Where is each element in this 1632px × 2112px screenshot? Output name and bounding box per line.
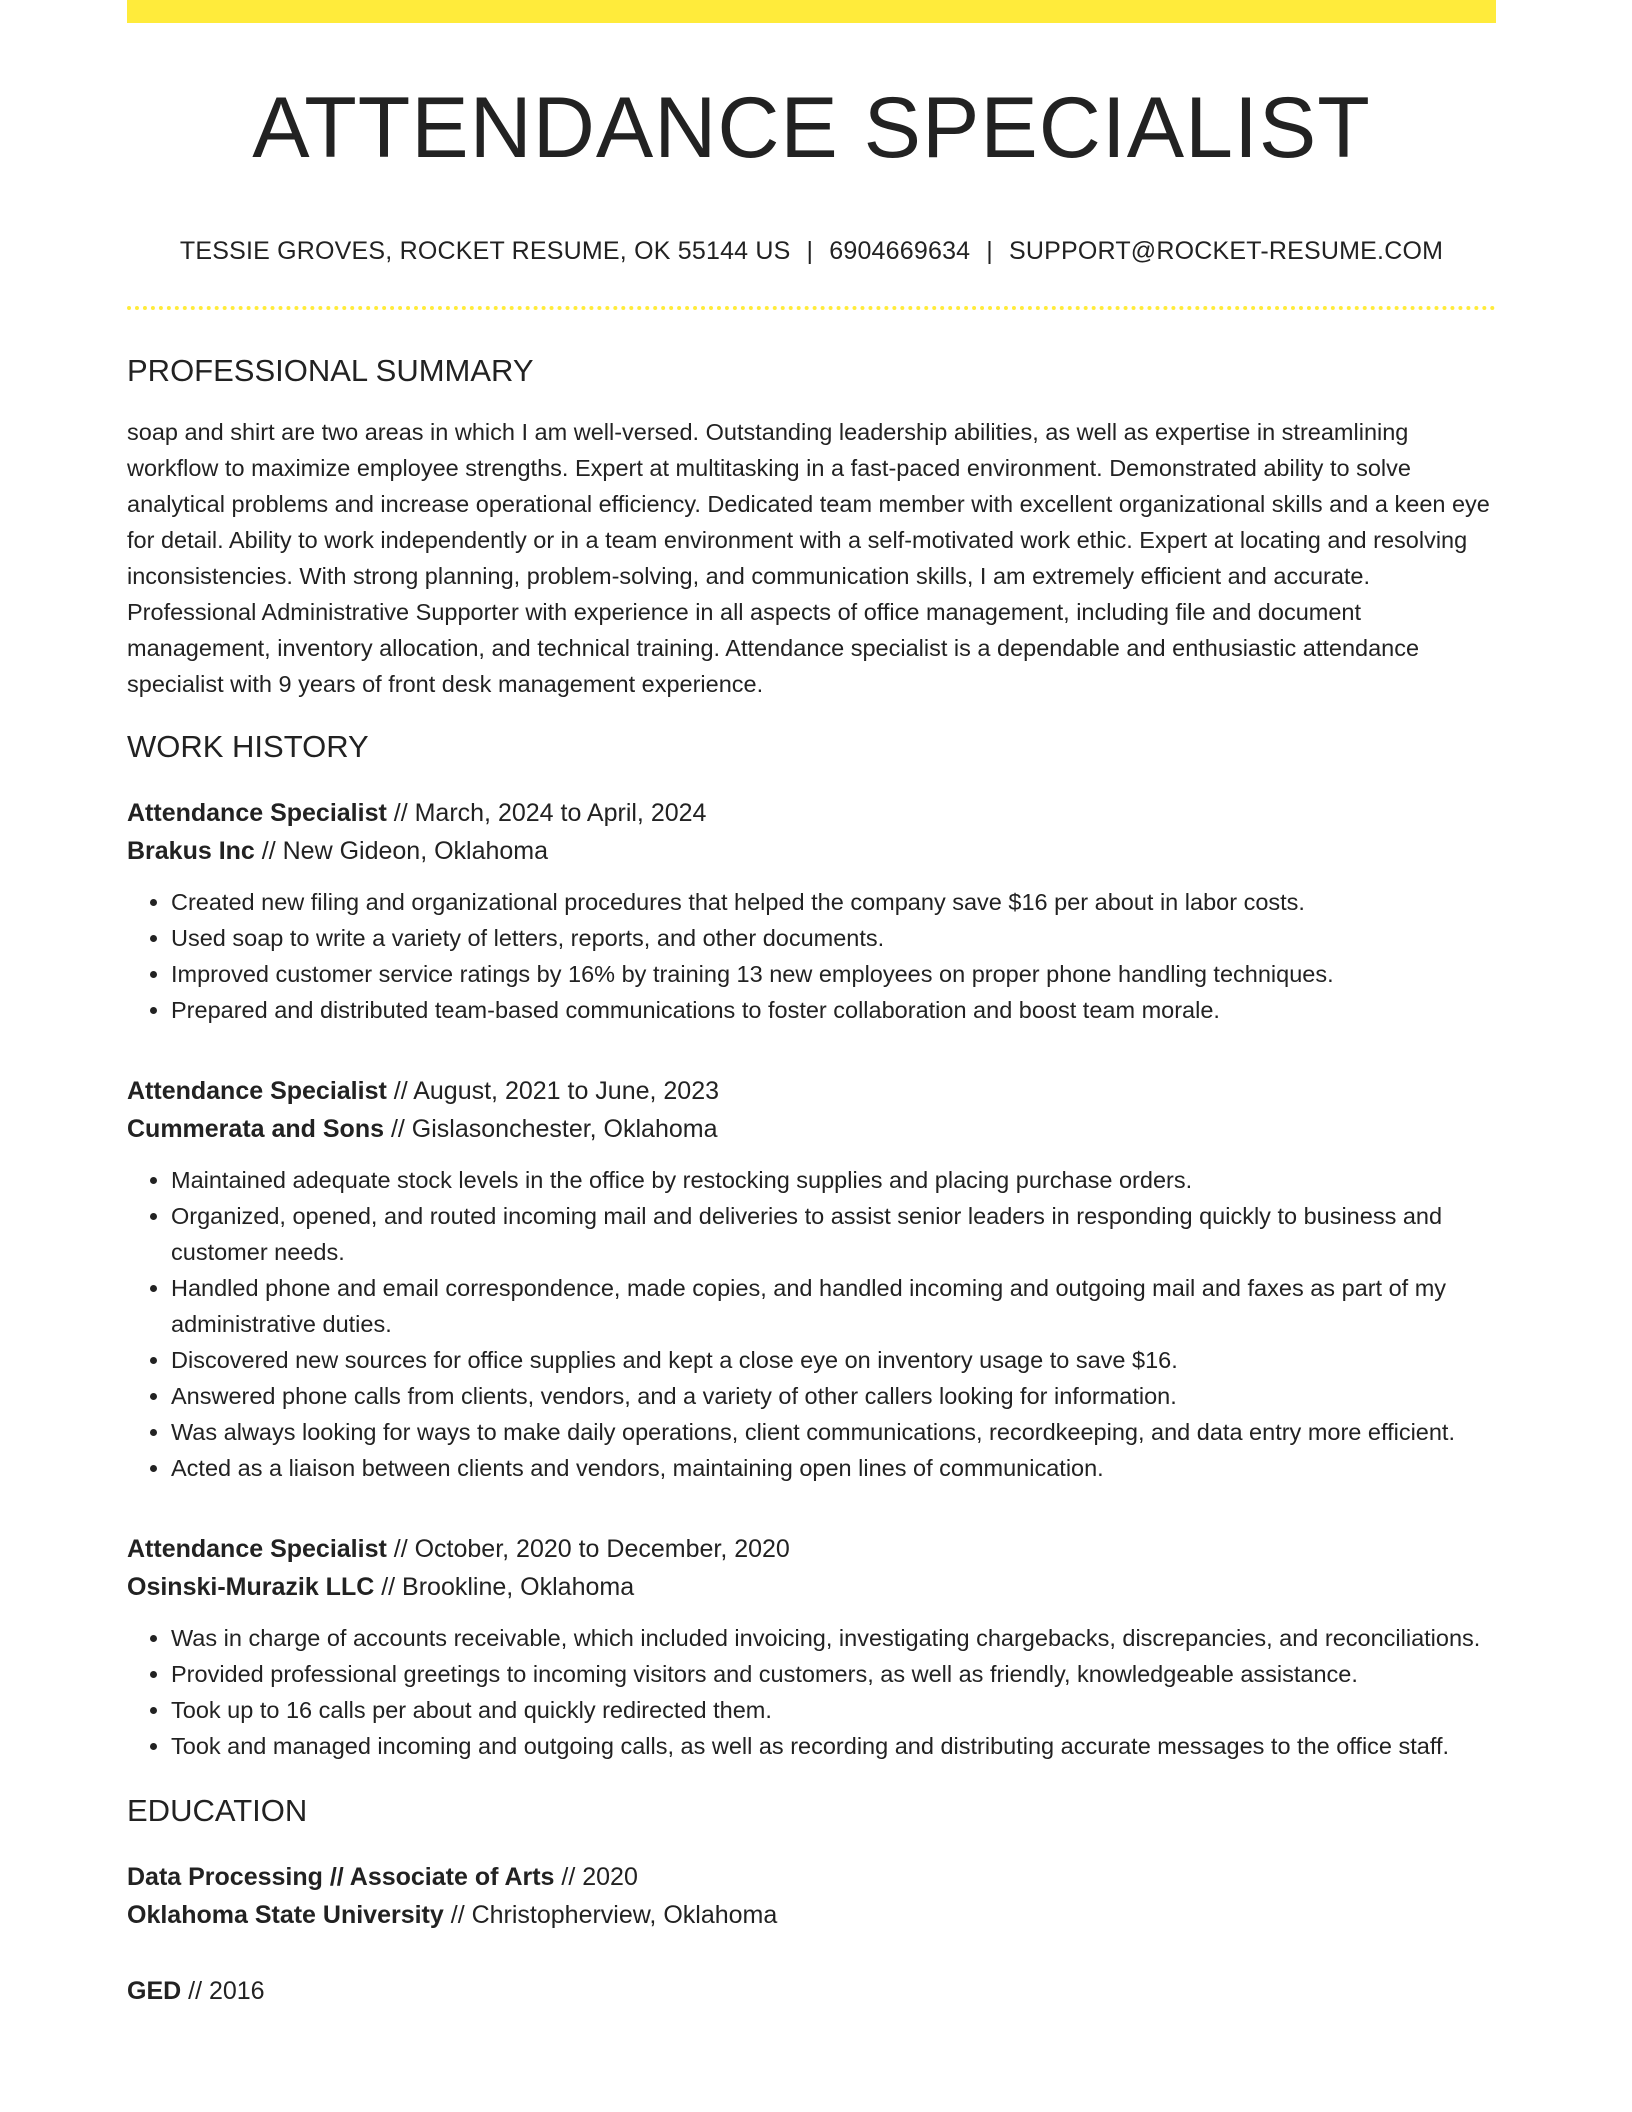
- job-dates: // October, 2020 to December, 2020: [386, 1535, 790, 1564]
- job-company: Brakus Inc: [127, 837, 255, 866]
- job-location: // Brookline, Oklahoma: [374, 1573, 635, 1602]
- degree: Data Processing // Associate of Arts: [127, 1862, 555, 1891]
- summary-text: soap and shirt are two areas in which I am well-versed. Outstanding leadership abilities, as well as expertise in streamlining workflow to maximize employee strengths. Expert at multitasking in a fast-paced environment. Demonstrated ability to solve analytical problems and increase operational efficiency. Dedicated team member with excellent organizational skills and a keen eye for detail. Ability to work independently or in a team environment with a self-motivated work ethic. Expert at locating and resolving inconsistencies. With strong planning, problem-solving, and communication skills, I am extremely efficient and accurate. Professional Administrative Supporter with experience in all aspects of office management, including file and document management, inventory allocation, and technical training. Attendance specialist is a dependable and enthusiastic attendance specialist with 9 years of front desk management experience.: [127, 419, 1490, 698]
- school-line: [127, 1896, 1496, 1934]
- degree-line: [127, 1858, 1496, 1896]
- job-bullets: [127, 884, 1496, 1028]
- contact-separator: |: [986, 237, 993, 265]
- job-dates: // March, 2024 to April, 2024: [386, 799, 707, 828]
- job-title-line: [127, 1530, 1496, 1568]
- job-location: // New Gideon, Oklahoma: [254, 837, 549, 866]
- job-entry: [127, 1530, 1496, 1764]
- contact-phone[interactable]: 6904669634: [829, 237, 971, 265]
- education-heading: EDUCATION: [127, 1793, 308, 1829]
- degree-year: // 2016: [181, 1976, 265, 2005]
- dotted-divider: [127, 306, 1496, 310]
- degree-line: [127, 1972, 1496, 2010]
- list-item: • Organized, opened, and routed incoming mail and deliveries to assist senior leaders in responding quickly to business and customer needs.: [171, 1198, 1496, 1270]
- list-item: • Provided professional greetings to incoming visitors and customers, as well as friendly, knowledgeable assistance.: [171, 1656, 1496, 1692]
- contact-email[interactable]: SUPPORT@ROCKET-RESUME.COM: [1009, 237, 1444, 265]
- list-item: • Took up to 16 calls per about and quickly redirected them.: [171, 1692, 1496, 1728]
- degree: GED: [127, 1976, 182, 2005]
- resume-title: ATTENDANCE SPECIALIST: [252, 80, 1371, 176]
- list-item: • Discovered new sources for office supplies and kept a close eye on inventory usage to save $16.: [171, 1342, 1496, 1378]
- education-entry: [127, 1972, 1496, 2010]
- job-company: Osinski-Murazik LLC: [127, 1573, 375, 1602]
- education-entry: [127, 1858, 1496, 1934]
- list-item: • Answered phone calls from clients, vendors, and a variety of other callers looking for information.: [171, 1378, 1496, 1414]
- top-accent-bar: [127, 0, 1496, 23]
- list-item: • Took and managed incoming and outgoing calls, as well as recording and distributing accurate messages to the office staff.: [171, 1728, 1496, 1764]
- job-company-line: [127, 832, 1496, 870]
- job-title-line: [127, 794, 1496, 832]
- job-bullets: [127, 1620, 1496, 1764]
- list-item: • Maintained adequate stock levels in the office by restocking supplies and placing purchase orders.: [171, 1162, 1496, 1198]
- job-bullets: [127, 1162, 1496, 1486]
- resume-page: [127, 0, 1496, 2010]
- list-item: • Prepared and distributed team-based communications to foster collaboration and boost team morale.: [171, 992, 1496, 1028]
- school: Oklahoma State University: [127, 1900, 444, 1929]
- list-item: • Was in charge of accounts receivable, which included invoicing, investigating chargebacks, discrepancies, and reconciliations.: [171, 1620, 1496, 1656]
- job-company-line: [127, 1110, 1496, 1148]
- list-item: • Acted as a liaison between clients and vendors, maintaining open lines of communication.: [171, 1450, 1496, 1486]
- job-title-line: [127, 1072, 1496, 1110]
- job-title: Attendance Specialist: [127, 1535, 387, 1564]
- list-item: • Handled phone and email correspondence, made copies, and handled incoming and outgoing mail and faxes as part of my administrative duties.: [171, 1270, 1496, 1342]
- job-company: Cummerata and Sons: [127, 1115, 385, 1144]
- contact-line: [127, 237, 1496, 266]
- list-item: • Created new filing and organizational procedures that helped the company save $16 per about in labor costs.: [171, 884, 1496, 920]
- degree-year: // 2020: [554, 1862, 638, 1891]
- job-title: Attendance Specialist: [127, 799, 387, 828]
- work-history-heading: WORK HISTORY: [127, 729, 369, 765]
- list-item: • Used soap to write a variety of letters, reports, and other documents.: [171, 920, 1496, 956]
- job-title: Attendance Specialist: [127, 1077, 387, 1106]
- job-dates: // August, 2021 to June, 2023: [386, 1077, 720, 1106]
- school-location: // Christopherview, Oklahoma: [443, 1900, 778, 1929]
- job-location: // Gislasonchester, Oklahoma: [384, 1115, 718, 1144]
- list-item: • Was always looking for ways to make daily operations, client communications, recordkeeping, and data entry more efficient.: [171, 1414, 1496, 1450]
- job-entry: [127, 1072, 1496, 1486]
- contact-separator: |: [806, 237, 814, 265]
- list-item: • Improved customer service ratings by 16% by training 13 new employees on proper phone handling techniques.: [171, 956, 1496, 992]
- summary-heading: PROFESSIONAL SUMMARY: [127, 353, 534, 388]
- job-entry: [127, 794, 1496, 1028]
- contact-address: TESSIE GROVES, ROCKET RESUME, OK 55144 US: [179, 237, 791, 265]
- job-company-line: [127, 1568, 1496, 1606]
